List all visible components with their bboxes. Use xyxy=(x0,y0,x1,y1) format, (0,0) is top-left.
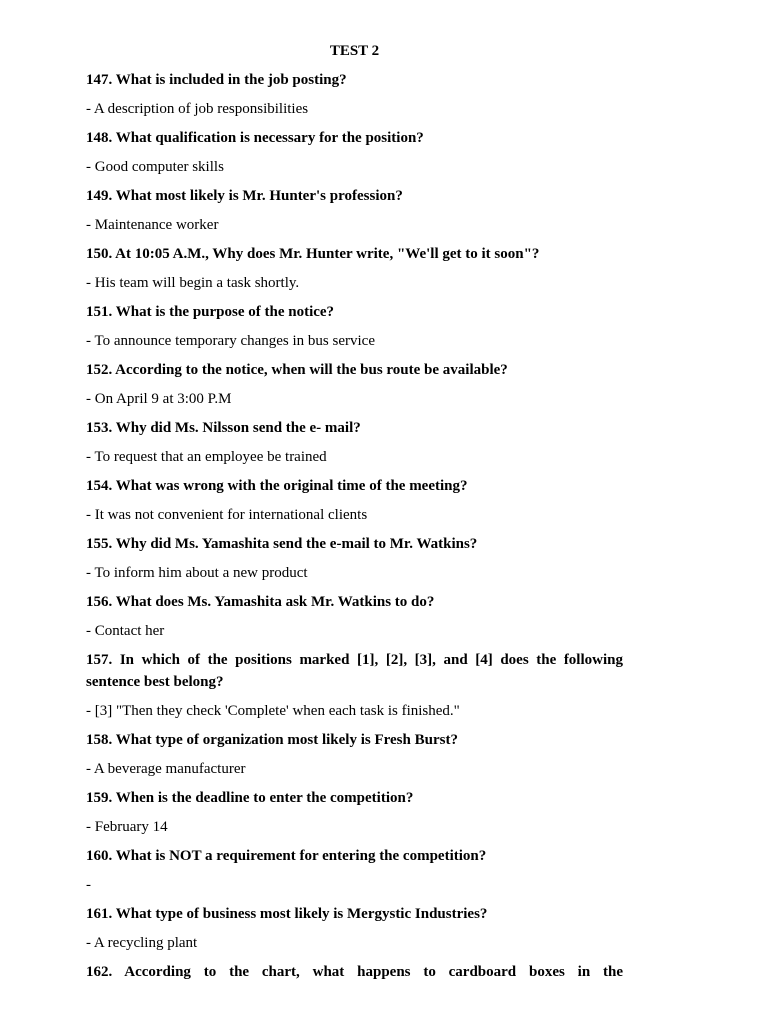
qa-item-149 xyxy=(86,185,623,236)
answer-154: - It was not convenient for international clients xyxy=(86,507,368,523)
question-147: 147. What is included in the job posting? xyxy=(86,72,347,88)
qa-item-156 xyxy=(86,591,623,642)
answer-149: - Maintenance worker xyxy=(86,217,219,233)
qa-item-159 xyxy=(86,787,623,838)
question-150: 150. At 10:05 A.M., Why does Mr. Hunter write, "We'll get to it soon"? xyxy=(86,246,540,262)
question-161: 161. What type of business most likely is Mergystic Industries? xyxy=(86,906,488,922)
question-156: 156. What does Ms. Yamashita ask Mr. Watkins to do? xyxy=(86,594,435,610)
answer-157: - [3] "Then they check 'Complete' when each task is finished." xyxy=(86,703,460,719)
page-title: TEST 2 xyxy=(329,43,380,59)
question-152: 152. According to the notice, when will the bus route be available? xyxy=(86,362,508,378)
qa-item-161 xyxy=(86,903,623,954)
question-153: 153. Why did Ms. Nilsson send the e- mail? xyxy=(86,420,361,436)
qa-item-155 xyxy=(86,533,623,584)
question-160: 160. What is NOT a requirement for entering the competition? xyxy=(86,848,487,864)
qa-item-153 xyxy=(86,417,623,468)
answer-160: - xyxy=(86,877,91,893)
qa-item-157 xyxy=(86,649,623,722)
answer-158: - A beverage manufacturer xyxy=(86,761,246,777)
answer-153: - To request that an employee be trained xyxy=(86,449,327,465)
answer-152: - On April 9 at 3:00 P.M xyxy=(86,391,232,407)
qa-item-152 xyxy=(86,359,623,410)
answer-148: - Good computer skills xyxy=(86,159,224,175)
qa-item-147 xyxy=(86,69,623,120)
question-155: 155. Why did Ms. Yamashita send the e-mail to Mr. Watkins? xyxy=(86,536,478,552)
question-158: 158. What type of organization most likely is Fresh Burst? xyxy=(86,732,458,748)
question-162: 162. According to the chart, what happens to cardboard boxes in the xyxy=(86,964,623,980)
question-151: 151. What is the purpose of the notice? xyxy=(86,304,335,320)
qa-item-158 xyxy=(86,729,623,780)
qa-item-154 xyxy=(86,475,623,526)
qa-item-162 xyxy=(86,961,623,983)
answer-161: - A recycling plant xyxy=(86,935,198,951)
qa-item-160 xyxy=(86,845,623,896)
answer-150: - His team will begin a task shortly. xyxy=(86,275,300,291)
answer-159: - February 14 xyxy=(86,819,168,835)
answer-147: - A description of job responsibilities xyxy=(86,101,309,117)
qa-item-150 xyxy=(86,243,623,294)
question-159: 159. When is the deadline to enter the competition? xyxy=(86,790,414,806)
answer-156: - Contact her xyxy=(86,623,165,639)
answer-155: - To inform him about a new product xyxy=(86,565,308,581)
question-157: 157. In which of the positions marked [1], [2], [3], and [4] does the following sentence best belong? xyxy=(86,652,623,690)
qa-item-148 xyxy=(86,127,623,178)
question-148: 148. What qualification is necessary for the position? xyxy=(86,130,424,146)
qa-item-151 xyxy=(86,301,623,352)
answer-151: - To announce temporary changes in bus service xyxy=(86,333,375,349)
question-154: 154. What was wrong with the original time of the meeting? xyxy=(86,478,468,494)
document-page xyxy=(86,40,623,990)
question-149: 149. What most likely is Mr. Hunter's profession? xyxy=(86,188,403,204)
